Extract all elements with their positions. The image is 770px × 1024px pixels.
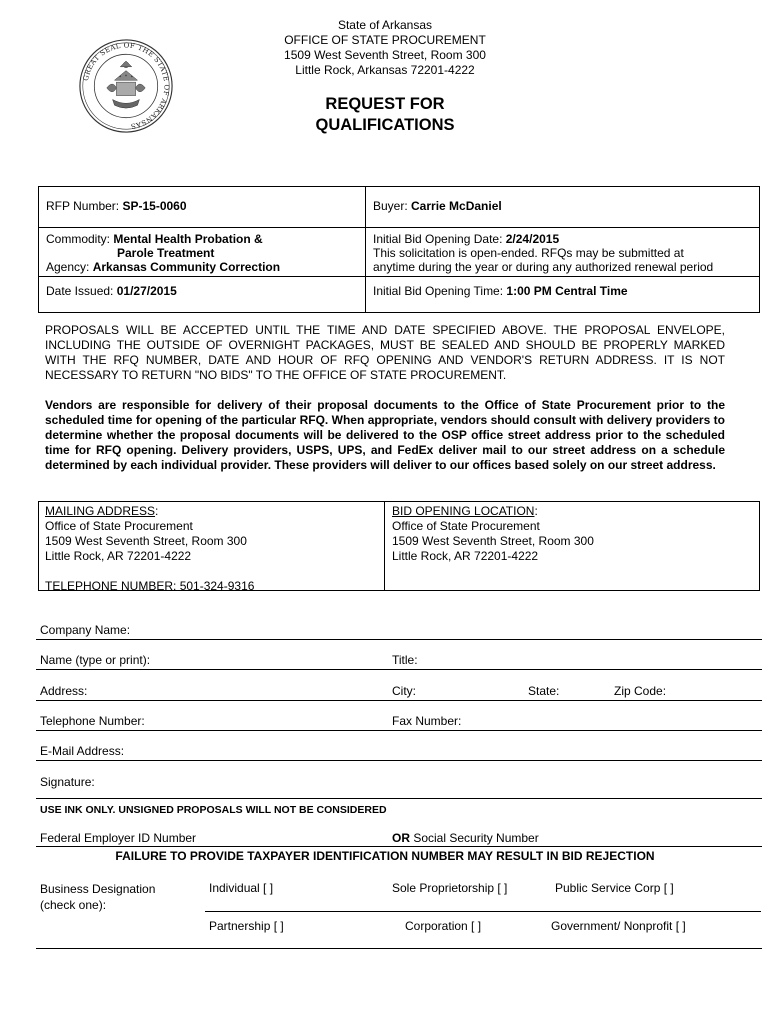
- signature-field[interactable]: [36, 798, 762, 799]
- company-name-field[interactable]: [36, 639, 762, 640]
- corporation-checkbox[interactable]: Corporation [ ]: [405, 919, 482, 933]
- rfp-number-cell: [39, 187, 366, 228]
- designation-divider: [205, 911, 761, 912]
- fax-label: Fax Number:: [392, 714, 462, 728]
- public-service-corp-checkbox[interactable]: Public Service Corp [ ]: [555, 881, 674, 895]
- commodity-label: Commodity:: [46, 232, 114, 246]
- title-line-1: REQUEST FOR: [325, 95, 445, 113]
- ssn-label: [392, 831, 539, 845]
- telephone-fax-field[interactable]: [36, 730, 762, 731]
- name-label: Name (type or print):: [40, 653, 151, 667]
- open-ended-note-line2: anytime during the year or during any authorized renewal period: [373, 260, 714, 274]
- name-title-field[interactable]: [36, 669, 762, 670]
- rfp-number-label: RFP Number:: [46, 199, 123, 213]
- opening-date-value: 2/24/2015: [505, 232, 560, 246]
- mailing-colon: :: [155, 504, 159, 518]
- document-title: [0, 94, 770, 136]
- state-name: State of Arkansas: [337, 18, 433, 32]
- or-label: OR: [392, 831, 410, 845]
- check-one-text: (check one):: [40, 898, 107, 912]
- individual-checkbox[interactable]: Individual [ ]: [209, 881, 274, 895]
- opening-date-cell: [366, 228, 760, 277]
- business-designation-text: Business Designation: [40, 882, 156, 896]
- date-issued-label: Date Issued:: [46, 284, 117, 298]
- rfp-number-value: SP-15-0060: [122, 199, 187, 213]
- title-label: Title:: [392, 653, 418, 667]
- bid-location-colon: :: [534, 504, 538, 518]
- date-issued-value: 01/27/2015: [116, 284, 177, 298]
- address-label: Address:: [40, 684, 88, 698]
- title-line-2: QUALIFICATIONS: [315, 116, 455, 134]
- svg-text:GREAT SEAL OF THE STATE OF ARK: GREAT SEAL OF THE STATE OF ARKANSAS: [81, 41, 171, 131]
- bid-location-line-3: Little Rock, AR 72201-4222: [392, 549, 539, 563]
- form-bottom-rule: [36, 948, 762, 949]
- date-issued-cell: [39, 277, 366, 313]
- proposal-instructions: PROPOSALS WILL BE ACCEPTED UNTIL THE TIME AND DATE SPECIFIED ABOVE. THE PROPOSAL ENVELOPE, INCLUDING THE OUTSIDE OF OVERNIGHT PACKAGES, MUST BE SEALED AND SHOULD BE PROPERLY MARKED WITH THE RFQ NUMBER, DATE AND HOUR OF RFQ OPENING AND VENDOR'S RETURN ADDRESS. IT IS NOT NECESSARY TO RETURN "NO BIDS" TO THE OFFICE OF STATE PROCUREMENT.: [45, 323, 725, 382]
- opening-time-cell: [366, 277, 760, 313]
- agency-value: Arkansas Community Correction: [92, 260, 281, 274]
- solicitation-info-table: [38, 186, 760, 313]
- email-label: E-Mail Address:: [40, 744, 125, 758]
- bid-location-title: BID OPENING LOCATION: [392, 504, 535, 518]
- opening-time-value: 1:00 PM Central Time: [506, 284, 628, 298]
- office-name: OFFICE OF STATE PROCUREMENT: [284, 33, 486, 47]
- telephone-number: TELEPHONE NUMBER: 501-324-9316: [45, 579, 255, 593]
- buyer-label: Buyer:: [373, 199, 412, 213]
- business-designation-label: [40, 881, 155, 913]
- commodity-value-line1: Mental Health Probation &: [113, 232, 263, 246]
- office-city: Little Rock, Arkansas 72201-4222: [295, 63, 475, 77]
- opening-time-label: Initial Bid Opening Time:: [373, 284, 507, 298]
- bid-location-line-2: 1509 West Seventh Street, Room 300: [392, 534, 594, 548]
- ssn-text: Social Security Number: [410, 831, 539, 845]
- mailing-line-1: Office of State Procurement: [45, 519, 193, 533]
- taxpayer-id-field[interactable]: [36, 846, 762, 847]
- bid-location-line-1: Office of State Procurement: [392, 519, 540, 533]
- government-nonprofit-checkbox[interactable]: Government/ Nonprofit [ ]: [551, 919, 686, 933]
- telephone-label: Telephone Number:: [40, 714, 145, 728]
- ink-only-notice: USE INK ONLY. UNSIGNED PROPOSALS WILL NOT BE CONSIDERED: [40, 804, 387, 816]
- address-box: [38, 501, 760, 591]
- address-field[interactable]: [36, 700, 762, 701]
- opening-date-label: Initial Bid Opening Date:: [373, 232, 506, 246]
- state-label: State:: [528, 684, 560, 698]
- mailing-line-2: 1509 West Seventh Street, Room 300: [45, 534, 247, 548]
- vendor-delivery-notice: Vendors are responsible for delivery of their proposal documents to the Office of State Procurement prior to the scheduled time for opening of the particular RFQ. When appropriate, vendors should consult with delivery providers to determine whether the proposal documents will be delivered to the OSP office street address prior to the scheduled time for RFQ opening. Delivery providers, USPS, UPS, and FedEx deliver mail to our street address on a schedule determined by each individual provider. These providers will deliver to our offices based solely on our street address.: [45, 398, 725, 472]
- open-ended-note-line1: This solicitation is open-ended. RFQs may be submitted at: [373, 246, 684, 260]
- buyer-cell: [366, 187, 760, 228]
- commodity-cell: [39, 228, 366, 277]
- signature-label: Signature:: [40, 775, 95, 789]
- mailing-address: [45, 504, 254, 594]
- sole-proprietorship-checkbox[interactable]: Sole Proprietorship [ ]: [392, 881, 508, 895]
- company-name-label: Company Name:: [40, 623, 131, 637]
- taxpayer-id-warning: FAILURE TO PROVIDE TAXPAYER IDENTIFICATION NUMBER MAY RESULT IN BID REJECTION: [115, 849, 655, 863]
- commodity-value-line2: Parole Treatment: [117, 246, 215, 260]
- mailing-line-3: Little Rock, AR 72201-4222: [45, 549, 192, 563]
- office-street: 1509 West Seventh Street, Room 300: [284, 48, 486, 62]
- partnership-checkbox[interactable]: Partnership [ ]: [209, 919, 284, 933]
- fein-label: Federal Employer ID Number: [40, 831, 197, 845]
- zip-code-label: Zip Code:: [614, 684, 667, 698]
- city-label: City:: [392, 684, 416, 698]
- bid-opening-location: [392, 504, 594, 564]
- agency-label: Agency:: [46, 260, 93, 274]
- email-field[interactable]: [36, 760, 762, 761]
- agency-header: [0, 18, 770, 78]
- address-divider: [384, 502, 385, 590]
- mailing-address-title: MAILING ADDRESS: [45, 504, 156, 518]
- buyer-value: Carrie McDaniel: [411, 199, 502, 213]
